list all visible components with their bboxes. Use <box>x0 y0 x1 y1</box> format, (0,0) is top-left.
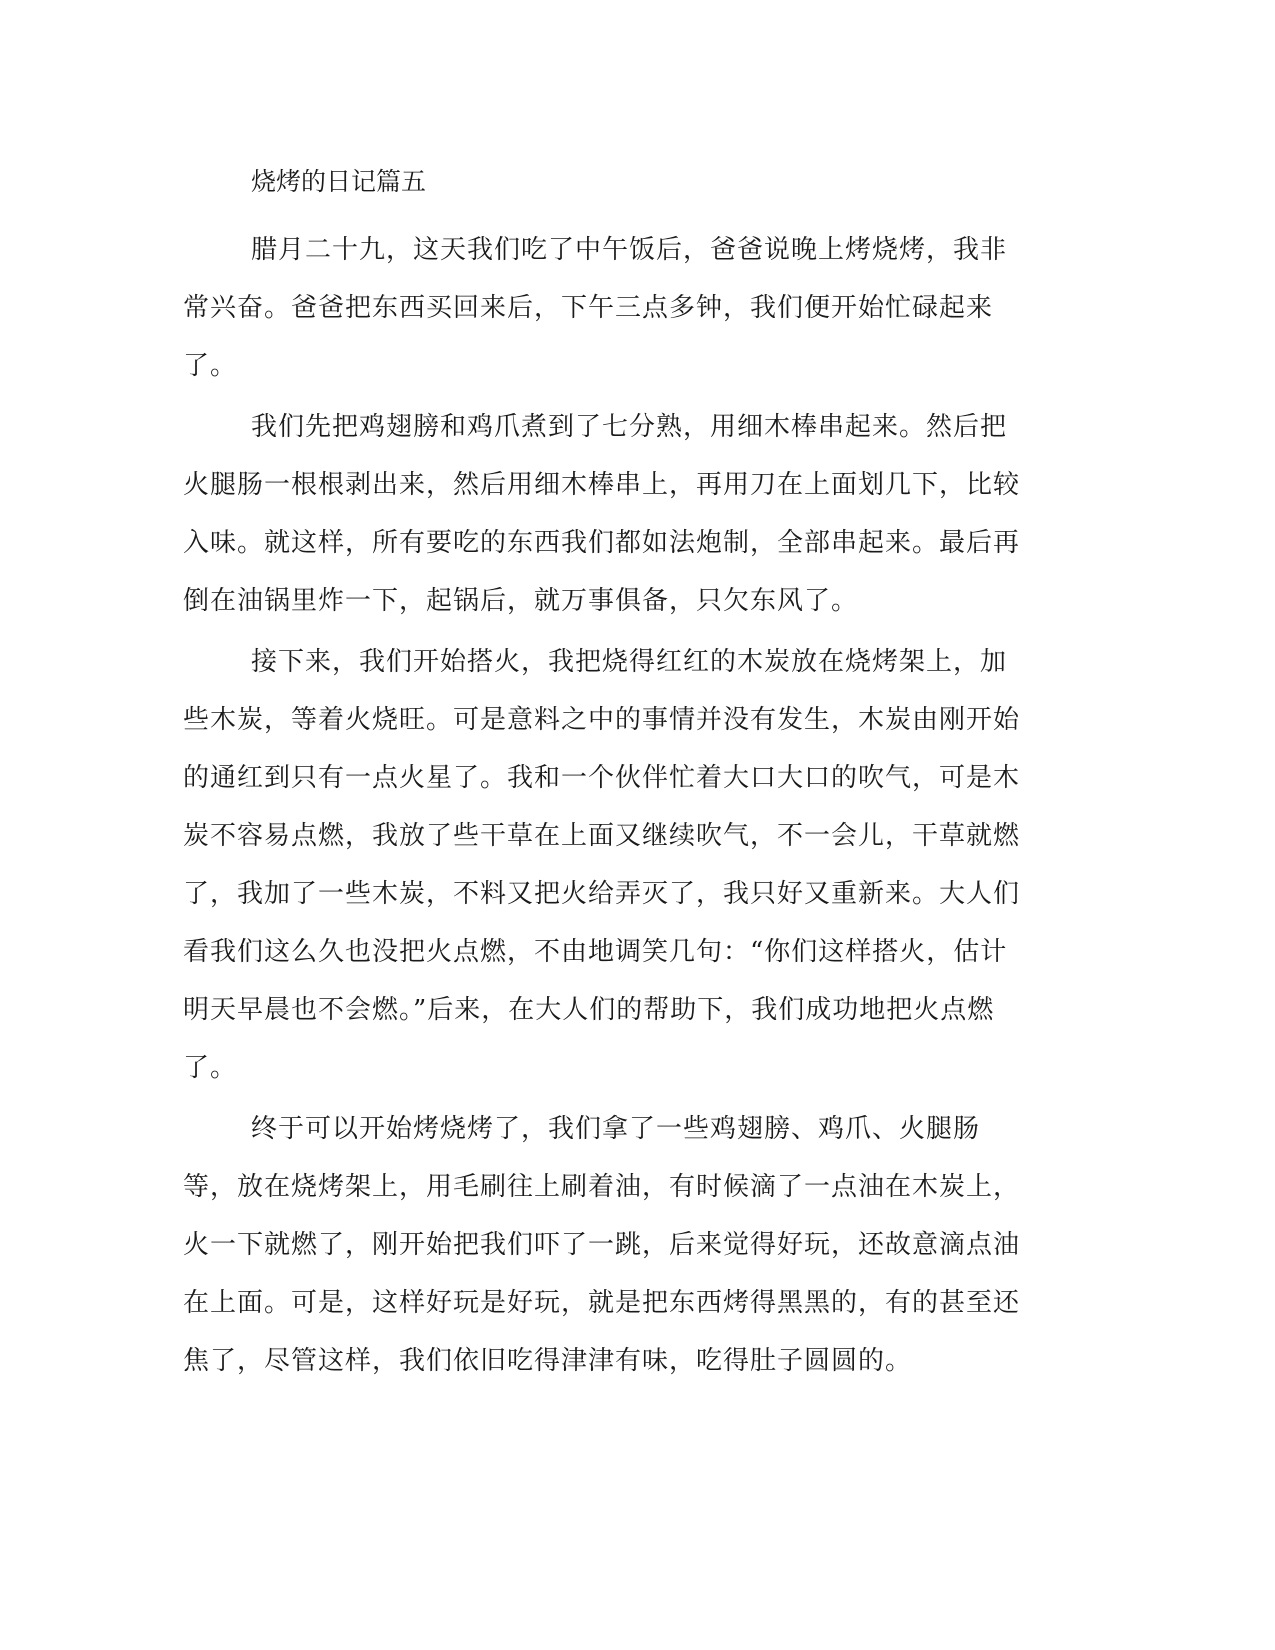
paragraph-4: 终于可以开始烤烧烤了，我们拿了一些鸡翅膀、鸡爪、火腿肠等，放在烧烤架上，用毛刷往上刷着油，有时候滴了一点油在木炭上，火一下就燃了，刚开始把我们吓了一跳，后来觉得好玩，还故意滴点油在上面。可是，这样好玩是好玩，就是把东西烤得黑黑的，有的甚至还焦了，尽管这样，我们依旧吃得津津有味，吃得肚子圆圆的。 <box>183 1114 1021 1376</box>
document-title: 烧烤的日记篇五 <box>251 167 427 196</box>
paragraph-2: 我们先把鸡翅膀和鸡爪煮到了七分熟，用细木棒串起来。然后把火腿肠一根根剥出来，然后用细木棒串上，再用刀在上面划几下，比较入味。就这样，所有要吃的东西我们都如法炮制，全部串起来。最后再倒在油锅里炸一下，起锅后，就万事俱备，只欠东风了。 <box>183 412 1021 616</box>
paragraph-1: 腊月二十九，这天我们吃了中午饭后，爸爸说晚上烤烧烤，我非常兴奋。爸爸把东西买回来后，下午三点多钟，我们便开始忙碌起来了。 <box>183 235 1008 381</box>
document-body <box>183 163 1033 1390</box>
paragraph-3: 接下来，我们开始搭火，我把烧得红红的木炭放在烧烤架上，加些木炭，等着火烧旺。可是意料之中的事情并没有发生，木炭由刚开始的通红到只有一点火星了。我和一个伙伴忙着大口大口的吹气，可是木炭不容易点燃，我放了些干草在上面又继续吹气，不一会儿，干草就燃了，我加了一些木炭，不料又把火给弄灭了，我只好又重新来。大人们看我们这么久也没把火点燃，不由地调笑几句：“你们这样搭火，估计明天早晨也不会燃。”后来，在大人们的帮助下，我们成功地把火点燃了。 <box>183 647 1021 1083</box>
